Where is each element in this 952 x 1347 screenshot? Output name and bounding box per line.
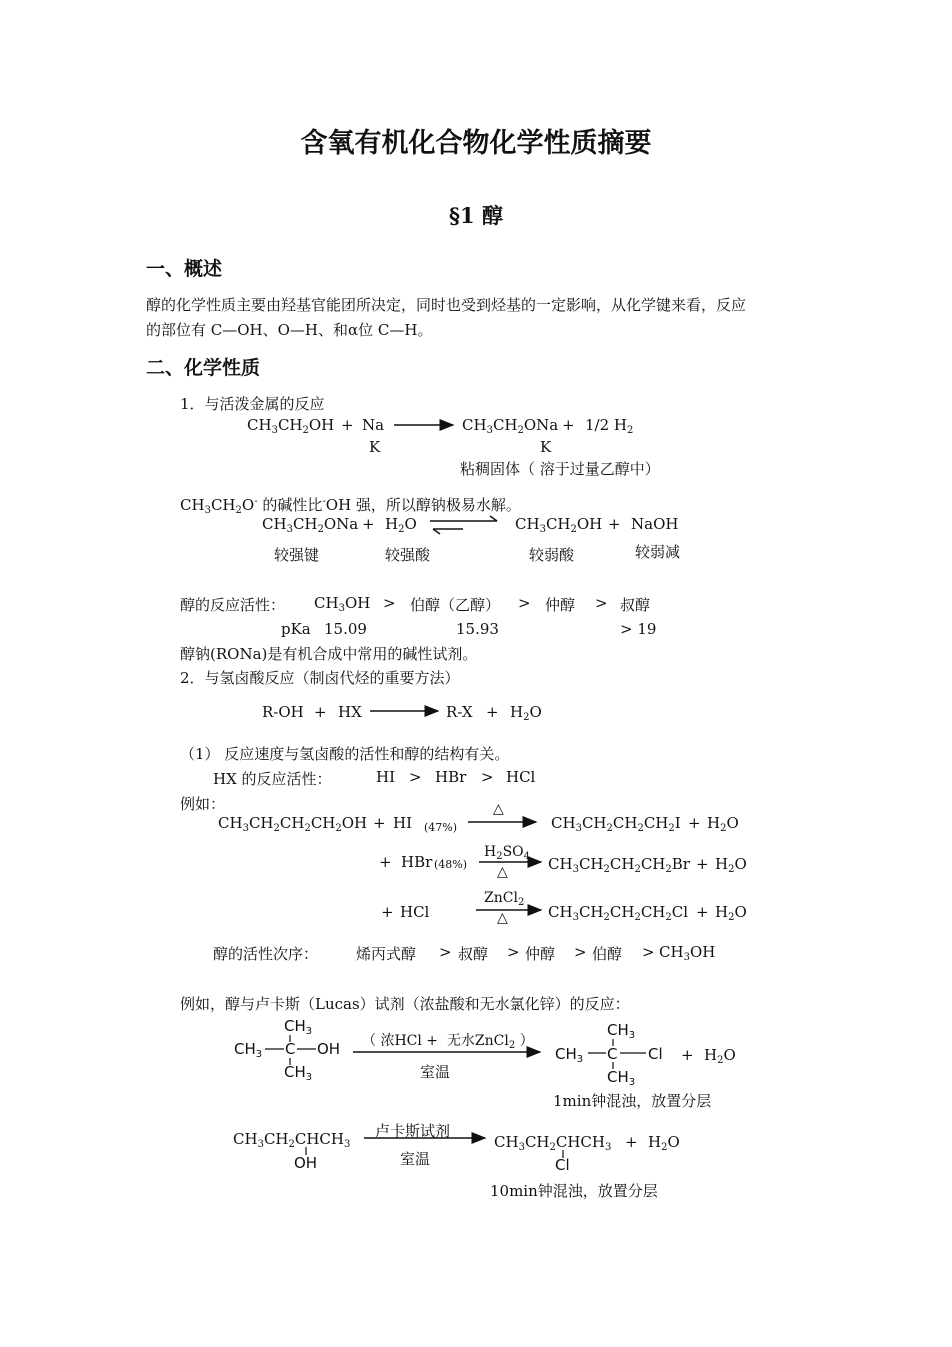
bromobutane-formula: $CH_3CH_2CH_2CH_2Br$ — [548, 855, 690, 875]
rx-formula: R-X — [446, 703, 473, 721]
chlorobutane-formula: $CH_3CH_2CH_2CH_2Cl$ — [548, 903, 689, 923]
plus-sign: + — [625, 1133, 638, 1151]
water-formula: $H_2O$ — [707, 814, 739, 834]
overview-line-2: 的部位有 C—OH、O—H、和α位 C—H。 — [146, 321, 433, 339]
gt-sign: > — [518, 594, 531, 612]
methyl-group-top: $CH_3$ — [607, 1021, 636, 1041]
room-temperature: 室温 — [400, 1150, 431, 1168]
reactivity-label: 醇的反应活性： — [180, 596, 286, 614]
methyl-group-top: $CH_3$ — [284, 1017, 313, 1037]
iodobutane-formula: $CH_3CH_2CH_2CH_2I$ — [551, 814, 681, 834]
alkoxide-note: 醇钠(RONa)是有机合成中常用的碱性试剂。 — [180, 645, 478, 663]
methyl-group-bottom: $CH_3$ — [284, 1063, 313, 1083]
sub1-title: （1） 反应速度与氢卤酸的活性和醇的结构有关。 — [180, 745, 510, 763]
pka-value-1: 15.09 — [324, 620, 367, 638]
gt-sign: > — [383, 594, 396, 612]
example-label: 例如： — [180, 795, 226, 813]
pka-value-3: > 19 — [620, 620, 657, 638]
water-formula: $H_2O$ — [704, 1046, 736, 1066]
sodium-ethoxide-formula: $CH_3CH_2ONa$ — [462, 416, 559, 436]
primary-alcohol-label: 伯醇（乙醇） — [410, 596, 501, 614]
hi-formula: HI — [376, 768, 396, 786]
hydroxyl-group: OH — [317, 1040, 341, 1058]
water-formula: $H_2O$ — [715, 903, 747, 923]
plus-sign: + — [341, 416, 354, 434]
heat-symbol: △ — [497, 864, 508, 880]
plus-sign: + — [562, 416, 575, 434]
hcl-formula: HCl — [506, 768, 536, 786]
heat-symbol: △ — [493, 801, 504, 817]
overview-line-1: 醇的化学性质主要由羟基官能团所决定，同时也受到烃基的一定影响，从化学键来看，反应 — [146, 296, 747, 314]
properties-heading: 二、化学性质 — [146, 357, 261, 379]
plus-sign: + — [362, 515, 375, 533]
plus-sign: + — [696, 855, 709, 873]
hbr-reagent: HBr — [401, 853, 433, 871]
tertiary-alcohol-label: 叔醇 — [620, 596, 651, 614]
methanol-formula: $CH_3OH$ — [314, 594, 371, 614]
label-stronger-acid: 较强酸 — [385, 546, 431, 564]
carbon-atom: C — [285, 1040, 296, 1058]
plus-sign: + — [608, 515, 621, 533]
gt-sign: > — [439, 943, 452, 961]
water-formula: $H_2O$ — [510, 703, 542, 723]
water-formula: $H_2O$ — [648, 1133, 680, 1153]
sodium-ethoxide-formula: $CH_3CH_2ONa$ — [262, 515, 359, 535]
gt-sign: > — [595, 594, 608, 612]
observation-secondary: 10min钟混浊，放置分层 — [490, 1182, 658, 1200]
hx-reactivity-label: HX 的反应活性： — [213, 770, 332, 788]
plus-sign: + — [381, 903, 394, 921]
primary-alcohol-label: 伯醇 — [592, 945, 623, 963]
butanol-formula: $CH_3CH_2CH_2CH_2OH$ — [218, 814, 368, 834]
item2-title: 2．与氢卤酸反应（制卤代烃的重要方法） — [180, 669, 460, 687]
overview-heading: 一、概述 — [146, 258, 223, 280]
hi-concentration: (47%) — [424, 821, 458, 834]
zinc-chloride-catalyst: ZnCl$_2$ — [484, 890, 525, 908]
gt-sign: > — [409, 768, 422, 786]
secondary-alcohol-label: 仲醇 — [525, 945, 556, 963]
plus-sign: + — [379, 853, 392, 871]
tertiary-alcohol-label: 叔醇 — [458, 945, 489, 963]
ethanol-formula: $CH_3CH_2OH$ — [247, 416, 335, 436]
water-formula: $H_2O$ — [385, 515, 417, 535]
pka-value-2: 15.93 — [456, 620, 499, 638]
label-weaker-base: 较弱减 — [635, 543, 681, 561]
plus-sign: + — [486, 703, 499, 721]
room-temperature: 室温 — [420, 1063, 451, 1081]
methyl-group-left: $CH_3$ — [555, 1045, 584, 1065]
hbr-formula: HBr — [435, 768, 467, 786]
gt-sign: > — [642, 943, 655, 961]
water-formula: $H_2O$ — [715, 855, 747, 875]
hcl-reagent: HCl — [400, 903, 430, 921]
hi-reagent: HI — [393, 814, 413, 832]
2-chlorobutane-formula: $CH_3CH_2CHCH_3$ — [494, 1133, 612, 1153]
hbr-concentration: (48%) — [434, 858, 468, 871]
plus-sign: + — [314, 703, 327, 721]
hx-formula: HX — [338, 703, 362, 721]
hydrogen-product: 1/2 $H_2$ — [585, 416, 634, 436]
chlorine-atom: Cl — [555, 1156, 570, 1174]
lucas-intro: 例如，醇与卢卡斯（Lucas）试剂（浓盐酸和无水氯化锌）的反应： — [180, 995, 630, 1013]
allyl-alcohol-label: 烯丙式醇 — [356, 945, 417, 963]
hydroxyl-group: OH — [294, 1154, 318, 1172]
observation-tertiary: 1min钟混浊，放置分层 — [553, 1092, 712, 1110]
plus-sign: + — [681, 1046, 694, 1064]
pka-label: pKa — [281, 620, 311, 638]
gt-sign: > — [481, 768, 494, 786]
heat-symbol: △ — [497, 910, 508, 926]
carbon-atom: C — [607, 1045, 618, 1063]
metal-k: K — [369, 438, 381, 456]
roh-formula: R-OH — [262, 703, 304, 721]
document-title: 含氧有机化合物化学性质摘要 — [300, 128, 652, 159]
label-stronger-base: 较强键 — [274, 546, 320, 564]
naoh-formula: NaOH — [631, 515, 679, 533]
plus-sign: + — [696, 903, 709, 921]
metal-k-product: K — [540, 438, 552, 456]
item1-title: 1．与活泼金属的反应 — [180, 395, 325, 413]
methanol-formula: $CH_3OH$ — [659, 943, 716, 963]
section-heading: §1 醇 — [449, 203, 503, 228]
ethanol-formula: $CH_3CH_2OH$ — [515, 515, 603, 535]
base-strength-text: $CH_3CH_2O^-$ 的碱性比-OH 强，所以醇钠极易水解。 — [180, 496, 521, 516]
secondary-alcohol-label: 仲醇 — [545, 596, 576, 614]
lucas-reagent-label: 卢卡斯试剂 — [375, 1122, 451, 1140]
order-label: 醇的活性次序： — [213, 945, 319, 963]
sulfuric-acid-catalyst: $H_2SO_4$ — [484, 844, 531, 862]
methyl-group-bottom: $CH_3$ — [607, 1068, 636, 1088]
chlorine-atom: Cl — [648, 1045, 663, 1063]
label-weaker-acid: 较弱酸 — [529, 546, 575, 564]
plus-sign: + — [373, 814, 386, 832]
2-butanol-formula: $CH_3CH_2CHCH_3$ — [233, 1130, 351, 1150]
metal-na: Na — [362, 416, 385, 434]
gt-sign: > — [574, 943, 587, 961]
lucas-reagent-formula: （ 浓HCl + 无水ZnCl$_2$ ） — [362, 1033, 534, 1051]
product-note: 粘稠固体（ 溶于过量乙醇中） — [460, 460, 660, 478]
methyl-group-left: $CH_3$ — [234, 1040, 263, 1060]
gt-sign: > — [507, 943, 520, 961]
plus-sign: + — [688, 814, 701, 832]
